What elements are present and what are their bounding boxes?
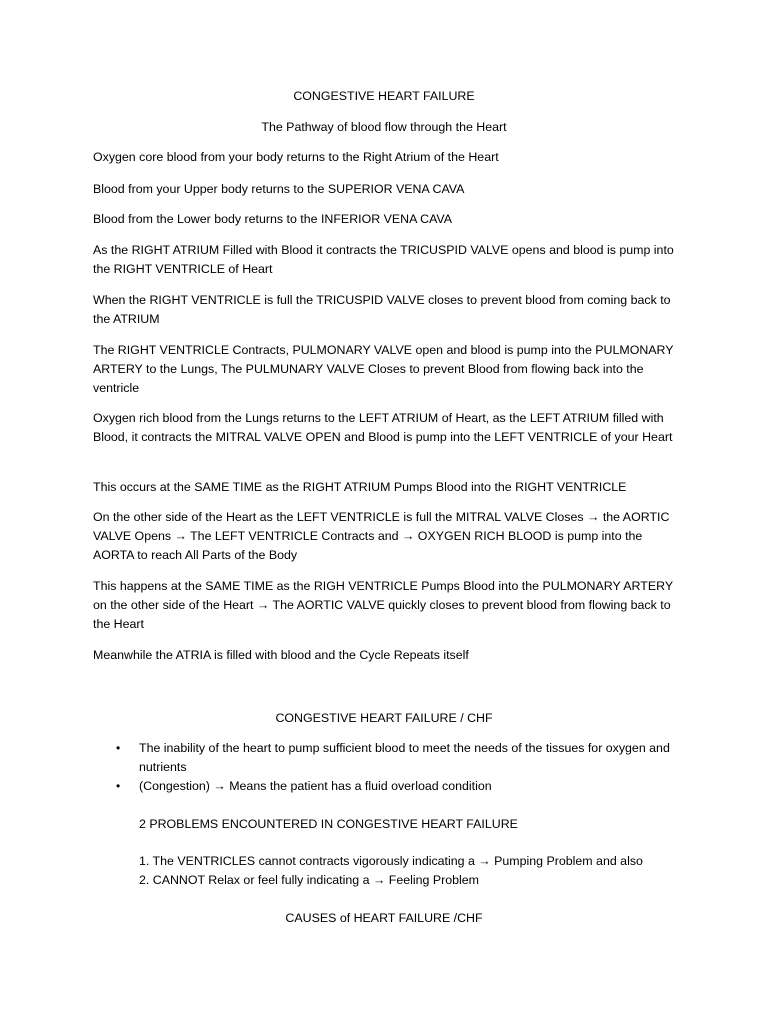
paragraph: This occurs at the SAME TIME as the RIGHT ATRIUM Pumps Blood into the RIGHT VENTRICLE	[93, 480, 627, 494]
paragraph: Oxygen core blood from your body returns to the Right Atrium of the Heart	[93, 150, 499, 164]
document-title: CONGESTIVE HEART FAILURE	[293, 89, 475, 103]
bullet-item: The inability of the heart to pump sufficient blood to meet the needs of the tissues for oxygen and nutrients	[139, 741, 670, 774]
bullet-icon: •	[116, 779, 121, 793]
paragraph: On the other side of the Heart as the LEFT VENTRICLE is full the MITRAL VALVE Closes → the AORTIC VALVE Opens → The LEFT VENTRICLE Contracts and → OXYGEN RICH BLOOD is pump into the AORTA to reach All Parts of the Body	[93, 510, 670, 562]
paragraph: This happens at the SAME TIME as the RIGH VENTRICLE Pumps Blood into the PULMONARY ARTERY on the other side of the Heart → The AORTIC VALVE quickly closes to prevent blood from flowing back to the Heart	[93, 579, 673, 631]
problems-heading: 2 PROBLEMS ENCOUNTERED IN CONGESTIVE HEART FAILURE	[139, 817, 518, 831]
paragraph: The RIGHT VENTRICLE Contracts, PULMONARY VALVE open and blood is pump into the PULMONARY ARTERY to the Lungs, The PULMUNARY VALVE Closes to prevent Blood from flowing back into the ventricle	[93, 343, 674, 395]
paragraph: Blood from the Lower body returns to the INFERIOR VENA CAVA	[93, 212, 453, 226]
chf-heading: CONGESTIVE HEART FAILURE / CHF	[275, 711, 493, 725]
paragraph: Meanwhile the ATRIA is filled with blood and the Cycle Repeats itself	[93, 648, 469, 662]
paragraph: Oxygen rich blood from the Lungs returns to the LEFT ATRIUM of Heart, as the LEFT ATRIUM filled with Blood, it contracts the MITRAL VALVE OPEN and Blood is pump into the LEFT VENTRICLE of your Heart	[93, 411, 673, 444]
problem-item: 2. CANNOT Relax or feel fully indicating a → Feeling Problem	[139, 873, 479, 887]
bullet-item: (Congestion) → Means the patient has a fluid overload condition	[139, 779, 492, 793]
bullet-icon: •	[116, 741, 121, 755]
problem-item: 1. The VENTRICLES cannot contracts vigorously indicating a → Pumping Problem and also	[139, 854, 643, 868]
paragraph: Blood from your Upper body returns to the SUPERIOR VENA CAVA	[93, 182, 465, 196]
paragraph: As the RIGHT ATRIUM Filled with Blood it contracts the TRICUSPID VALVE opens and blood is pump into the RIGHT VENTRICLE of Heart	[93, 243, 674, 276]
paragraph: When the RIGHT VENTRICLE is full the TRICUSPID VALVE closes to prevent blood from coming back to the ATRIUM	[93, 293, 671, 326]
document-subtitle: The Pathway of blood flow through the Heart	[261, 120, 507, 134]
causes-heading: CAUSES of HEART FAILURE /CHF	[285, 911, 483, 925]
